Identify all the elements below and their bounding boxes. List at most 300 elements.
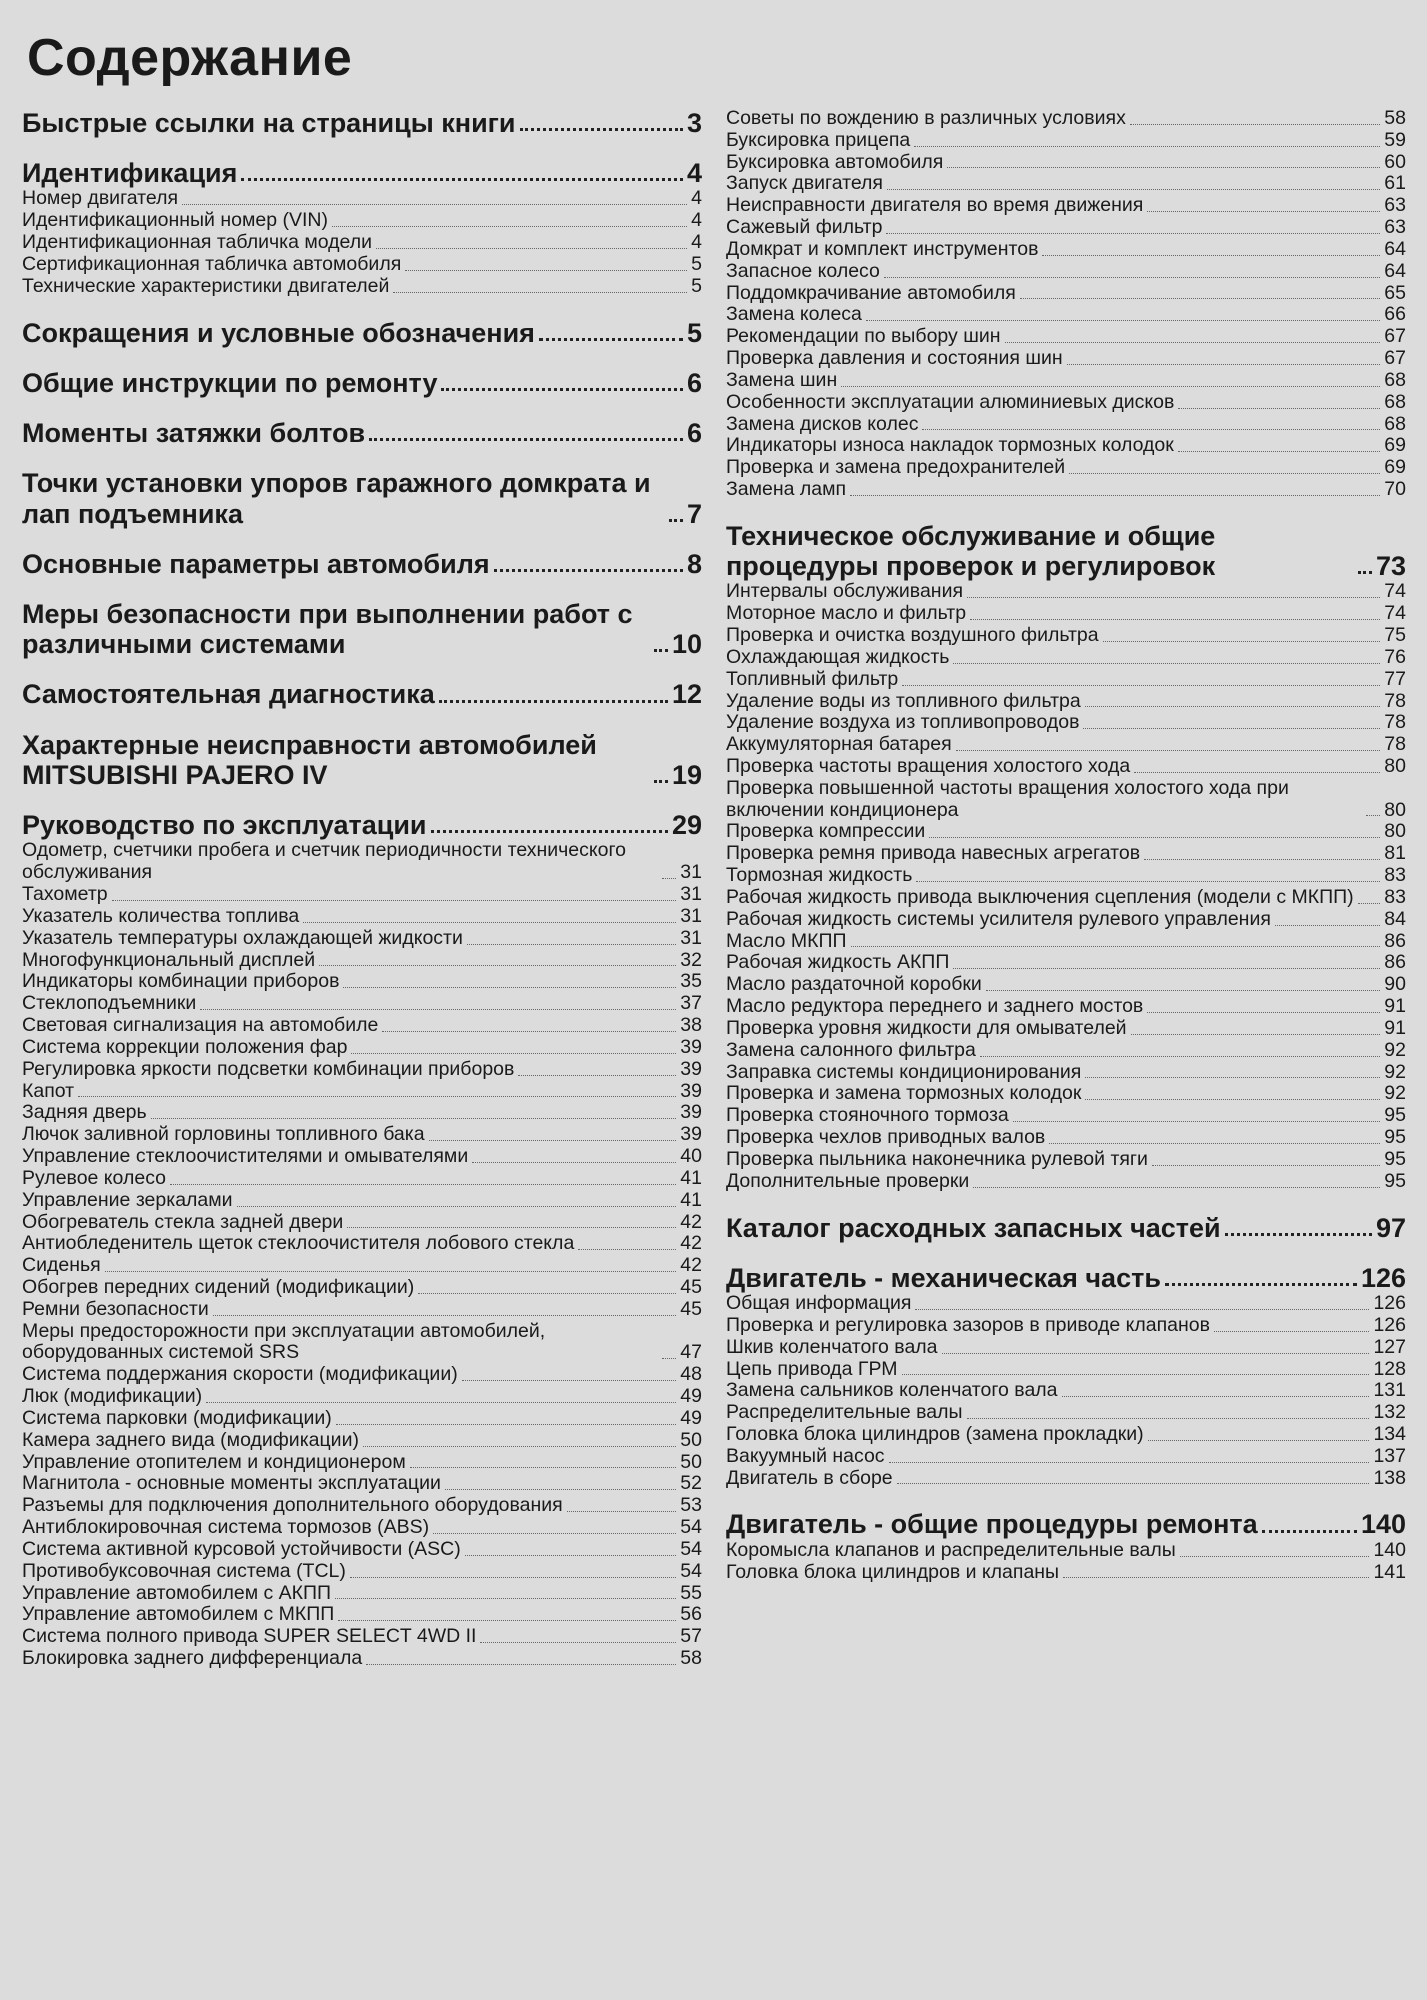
toc-entry-title: Двигатель - общие процедуры ремонта (726, 1509, 1258, 1540)
toc-item[interactable] (726, 1468, 1406, 1490)
dot-leader (1069, 473, 1380, 474)
toc-page-number: 95 (1384, 1126, 1406, 1149)
toc-page-number: 31 (680, 904, 702, 927)
dot-leader (973, 1187, 1380, 1188)
toc-entry-title: Замена дисков колес (726, 412, 919, 435)
toc-entry-title: Рабочая жидкость системы усилителя рулевого управления (726, 907, 1271, 930)
toc-item[interactable] (726, 1540, 1406, 1562)
toc-item[interactable] (726, 1380, 1406, 1402)
toc-page-number: 39 (680, 1035, 702, 1058)
toc-item[interactable] (22, 1299, 702, 1321)
toc-section[interactable] (22, 730, 702, 790)
toc-page-number: 48 (680, 1363, 702, 1386)
toc-item[interactable] (726, 952, 1406, 974)
toc-page-number: 126 (1360, 1262, 1406, 1293)
dot-leader (953, 968, 1380, 969)
toc-item[interactable] (726, 1315, 1406, 1337)
toc-item[interactable] (22, 993, 702, 1015)
dot-leader (897, 1483, 1370, 1484)
toc-page-number: 74 (1384, 580, 1406, 603)
toc-item[interactable] (726, 479, 1406, 501)
toc-entry-title: Лючок заливной горловины топливного бака (22, 1123, 425, 1146)
toc-entry-title: Моменты затяжки болтов (22, 418, 366, 449)
toc-page-number: 65 (1384, 281, 1406, 304)
dot-leader (1178, 451, 1381, 452)
toc-item[interactable] (726, 691, 1406, 713)
toc-entry-title: Запуск двигателя (726, 172, 883, 195)
toc-item[interactable] (22, 1473, 702, 1495)
toc-item[interactable] (22, 1212, 702, 1234)
toc-entry-title: Масло редуктора переднего и заднего мостов (726, 995, 1144, 1018)
dot-leader (1067, 364, 1381, 365)
toc-page-number: 64 (1384, 237, 1406, 260)
dot-leader (1358, 903, 1381, 904)
dot-leader (433, 1533, 676, 1534)
dot-leader (1148, 1440, 1370, 1441)
toc-entry-title: Точки установки упоров гаражного домкрата и лап подъемника (22, 468, 651, 529)
dot-leader (914, 146, 1380, 147)
toc-item[interactable] (22, 1277, 702, 1299)
toc-item[interactable] (22, 276, 702, 298)
toc-item[interactable] (22, 1386, 702, 1408)
toc-item[interactable] (726, 1105, 1406, 1127)
toc-item[interactable] (22, 928, 702, 950)
dot-leader (654, 649, 668, 652)
toc-entry-title: Система коррекции положения фар (22, 1035, 348, 1058)
toc-entry-title: Замена шин (726, 368, 838, 391)
dot-leader (338, 1620, 676, 1621)
toc-page-number: 53 (680, 1494, 702, 1517)
toc-item[interactable] (726, 348, 1406, 370)
toc-entry-title: Разъемы для подключения дополнительного оборудования (22, 1494, 563, 1517)
toc-item[interactable] (22, 1321, 702, 1365)
toc-entry-title: Одометр, счетчики пробега и счетчик периодичности технического обслуживания (22, 839, 627, 884)
toc-page-number: 90 (1384, 973, 1406, 996)
dot-leader (967, 1418, 1370, 1419)
toc-entry-title: Регулировка яркости подсветки комбинации приборов (22, 1057, 515, 1080)
dot-leader (1225, 1233, 1372, 1236)
dot-leader (1049, 1143, 1380, 1144)
toc-page-number: 140 (1373, 1538, 1406, 1561)
toc-entry-title: Противобуксовочная система (TCL) (22, 1559, 346, 1582)
toc-page-number: 60 (1384, 150, 1406, 173)
toc-item[interactable] (726, 1127, 1406, 1149)
toc-item[interactable] (726, 625, 1406, 647)
toc-item[interactable] (726, 1171, 1406, 1193)
dot-leader (1085, 1077, 1380, 1078)
dot-leader (200, 1009, 676, 1010)
dot-leader (841, 386, 1380, 387)
toc-item[interactable] (726, 734, 1406, 756)
dot-leader (1147, 211, 1380, 212)
toc-page-number: 138 (1373, 1466, 1406, 1489)
toc-item[interactable] (22, 1495, 702, 1517)
toc-page-number: 6 (686, 367, 702, 398)
dot-leader (441, 388, 683, 391)
toc-entry-title: Рулевое колесо (22, 1166, 167, 1189)
toc-page-number: 3 (686, 108, 702, 138)
dot-leader (916, 881, 1380, 882)
dot-leader (947, 167, 1380, 168)
dot-leader (480, 1642, 676, 1643)
dot-leader (866, 320, 1380, 321)
toc-item[interactable] (726, 1149, 1406, 1171)
toc-page-number: 49 (680, 1406, 702, 1429)
toc-page-number: 67 (1384, 347, 1406, 370)
toc-page-number: 31 (680, 861, 702, 884)
toc-section[interactable] (22, 549, 702, 579)
toc-section[interactable] (22, 679, 702, 709)
toc-item[interactable] (726, 457, 1406, 479)
toc-item[interactable] (726, 1359, 1406, 1381)
toc-entry-title: Двигатель в сборе (726, 1466, 893, 1489)
toc-page-number: 132 (1373, 1401, 1406, 1424)
toc-page-number: 83 (1384, 864, 1406, 887)
toc-entry-title: Основные параметры автомобиля (22, 548, 490, 579)
toc-section[interactable] (726, 1509, 1406, 1539)
toc-item[interactable] (22, 1190, 702, 1212)
dot-leader (942, 1353, 1370, 1354)
toc-item[interactable] (726, 581, 1406, 603)
toc-page-number: 95 (1384, 1104, 1406, 1127)
toc-item[interactable] (726, 1424, 1406, 1446)
toc-section[interactable] (726, 521, 1406, 581)
dot-leader (884, 277, 1380, 278)
toc-page-number: 92 (1384, 1038, 1406, 1061)
toc-entry-title: Многофункциональный дисплей (22, 948, 316, 971)
dot-leader (151, 1118, 677, 1119)
toc-item[interactable] (22, 1233, 702, 1255)
toc-page-number: 49 (680, 1385, 702, 1408)
toc-item[interactable] (726, 392, 1406, 414)
toc-entry-title: Самостоятельная диагностика (22, 679, 435, 710)
toc-page-number: 64 (1384, 259, 1406, 282)
toc-item[interactable] (22, 1059, 702, 1081)
toc-page-number: 42 (680, 1254, 702, 1277)
toc-page-number: 39 (680, 1123, 702, 1146)
toc-item[interactable] (22, 840, 702, 884)
dot-leader (851, 946, 1381, 947)
toc-page-number: 141 (1373, 1560, 1406, 1583)
toc-page-number: 50 (680, 1428, 702, 1451)
toc-item[interactable] (726, 1018, 1406, 1040)
dot-leader (662, 1358, 676, 1359)
dot-leader (902, 685, 1380, 686)
toc-entry-title: Управление автомобилем с АКПП (22, 1581, 332, 1604)
toc-entry-title: Вакуумный насос (726, 1444, 885, 1467)
toc-item[interactable] (22, 1408, 702, 1430)
toc-item[interactable] (22, 1015, 702, 1037)
toc-item[interactable] (726, 304, 1406, 326)
toc-page-number: 80 (1384, 820, 1406, 843)
toc-item[interactable] (726, 173, 1406, 195)
toc-entry-title: Система полного привода SUPER SELECT 4WD II (22, 1625, 477, 1648)
toc-section[interactable] (22, 318, 702, 348)
toc-page-number: 54 (680, 1537, 702, 1560)
dot-leader (956, 750, 1381, 751)
toc-page-number: 91 (1384, 1016, 1406, 1039)
toc-item[interactable] (726, 414, 1406, 436)
toc-section[interactable] (22, 368, 702, 398)
dot-leader (1103, 641, 1381, 642)
toc-entry-title: Шкив коленчатого вала (726, 1335, 938, 1358)
dot-leader (351, 1053, 676, 1054)
dot-leader (902, 1374, 1370, 1375)
toc-item[interactable] (726, 1040, 1406, 1062)
toc-page-number: 70 (1384, 478, 1406, 501)
toc-page-number: 134 (1373, 1423, 1406, 1445)
toc-entry-title: Распределительные валы (726, 1401, 963, 1424)
toc-page-number: 12 (671, 679, 702, 710)
toc-entry-title: Проверка уровня жидкости для омывателей (726, 1016, 1127, 1039)
toc-item[interactable] (726, 603, 1406, 625)
toc-page-number: 4 (691, 209, 702, 232)
toc-item[interactable] (22, 1364, 702, 1386)
dot-leader (1165, 1283, 1357, 1286)
toc-entry-title: Моторное масло и фильтр (726, 602, 967, 625)
dot-leader (953, 663, 1380, 664)
toc-item[interactable] (726, 1083, 1406, 1105)
toc-page-number: 127 (1373, 1335, 1406, 1358)
dot-leader (363, 1446, 676, 1447)
toc-item[interactable] (726, 669, 1406, 691)
toc-page-number: 80 (1384, 798, 1406, 821)
toc-entry-title: Тахометр (22, 883, 108, 906)
toc-item[interactable] (726, 909, 1406, 931)
dot-leader (335, 1598, 676, 1599)
dot-leader (445, 1489, 676, 1490)
toc-entry-title: Руководство по эксплуатации (22, 810, 427, 841)
toc-page-number: 55 (680, 1581, 702, 1604)
toc-entry-title: Общие инструкции по ремонту (22, 367, 438, 398)
toc-entry-title: Люк (модификации) (22, 1385, 203, 1408)
toc-entry-title: Магнитола - основные моменты эксплуатации (22, 1472, 441, 1495)
dot-leader (929, 837, 1380, 838)
toc-entry-title: Рабочая жидкость АКПП (726, 951, 950, 974)
toc-item[interactable] (726, 887, 1406, 909)
toc-item[interactable] (726, 1062, 1406, 1084)
toc-item[interactable] (22, 1146, 702, 1168)
toc-item[interactable] (726, 712, 1406, 734)
toc-item[interactable] (22, 1037, 702, 1059)
dot-leader (1042, 255, 1380, 256)
toc-section[interactable] (726, 1213, 1406, 1243)
toc-right-column (726, 108, 1406, 1583)
toc-item[interactable] (726, 931, 1406, 953)
toc-item[interactable] (22, 1648, 702, 1670)
toc-page-number: 58 (680, 1647, 702, 1670)
toc-page-number: 39 (680, 1101, 702, 1124)
toc-item[interactable] (22, 254, 702, 276)
toc-page-number: 86 (1384, 929, 1406, 952)
toc-item[interactable] (726, 217, 1406, 239)
toc-page-number: 5 (691, 274, 702, 297)
dot-leader (336, 1424, 677, 1425)
dot-leader (472, 1162, 676, 1163)
toc-left-column (22, 108, 702, 1670)
dot-leader (241, 178, 683, 181)
toc-entry-title: Аккумуляторная батарея (726, 733, 952, 756)
dot-leader (182, 204, 687, 205)
toc-entry-title: Запасное колесо (726, 259, 880, 282)
toc-section[interactable] (22, 810, 702, 840)
toc-entry-title: Удаление воды из топливного фильтра (726, 689, 1081, 712)
toc-page-number: 67 (1384, 325, 1406, 348)
toc-page-number: 50 (680, 1450, 702, 1473)
toc-entry-title: Указатель количества топлива (22, 904, 300, 927)
page-title: Содержание (27, 29, 353, 87)
toc-page-number: 131 (1373, 1379, 1406, 1402)
dot-leader (1275, 925, 1380, 926)
toc-page-number: 140 (1360, 1509, 1406, 1540)
toc-entry-title: Рекомендации по выбору шин (726, 325, 1001, 348)
toc-entry-title: Антиблокировочная система тормозов (ABS) (22, 1516, 430, 1539)
dot-leader (332, 226, 687, 227)
toc-item[interactable] (22, 188, 702, 210)
toc-item[interactable] (726, 778, 1406, 822)
toc-item[interactable] (22, 1604, 702, 1626)
dot-leader (418, 1293, 676, 1294)
toc-section[interactable] (22, 108, 702, 138)
dot-leader (462, 1380, 677, 1381)
toc-entry-title: Тормозная жидкость (726, 864, 913, 887)
toc-item[interactable] (22, 1124, 702, 1146)
toc-item[interactable] (726, 1562, 1406, 1584)
toc-item[interactable] (726, 195, 1406, 217)
toc-page-number: 69 (1384, 434, 1406, 457)
toc-item[interactable] (726, 996, 1406, 1018)
toc-item[interactable] (22, 884, 702, 906)
toc-entry-title: Ремни безопасности (22, 1297, 209, 1320)
toc-entry-title: Быстрые ссылки на страницы книги (22, 108, 516, 138)
dot-leader (1062, 1396, 1370, 1397)
toc-section[interactable] (22, 468, 702, 528)
toc-section[interactable] (22, 418, 702, 448)
toc-entry-title: Рабочая жидкость привода выключения сцепления (модели с МКПП) (726, 885, 1354, 908)
toc-page-number: 84 (1384, 907, 1406, 930)
toc-item[interactable] (22, 906, 702, 928)
dot-leader (1083, 728, 1380, 729)
toc-item[interactable] (726, 1337, 1406, 1359)
toc-item[interactable] (726, 130, 1406, 152)
toc-page-number: 7 (686, 498, 702, 529)
toc-entry-title: Масло МКПП (726, 929, 847, 952)
toc-page-number: 76 (1384, 645, 1406, 668)
dot-leader (1013, 1121, 1381, 1122)
toc-entry-title: Антиобледенитель щеток стеклоочистителя лобового стекла (22, 1232, 575, 1255)
toc-item[interactable] (726, 1402, 1406, 1424)
toc-item[interactable] (726, 326, 1406, 348)
toc-page-number: 39 (680, 1079, 702, 1102)
toc-page-number: 68 (1384, 390, 1406, 413)
toc-item[interactable] (22, 971, 702, 993)
dot-leader (1131, 1034, 1381, 1035)
toc-item[interactable] (726, 152, 1406, 174)
dot-leader (539, 338, 683, 341)
toc-item[interactable] (726, 239, 1406, 261)
toc-entry-title: Проверка пыльника наконечника рулевой тяги (726, 1147, 1148, 1170)
toc-item[interactable] (726, 974, 1406, 996)
toc-entry-title: Проверка повышенной частоты вращения холостого хода при включении кондиционера (726, 776, 1289, 821)
dot-leader (1134, 772, 1380, 773)
dot-leader (343, 987, 676, 988)
toc-item[interactable] (22, 950, 702, 972)
toc-item[interactable] (22, 1081, 702, 1103)
toc-item[interactable] (726, 108, 1406, 130)
toc-entry-title: Общая информация (726, 1292, 912, 1315)
toc-entry-title: Система парковки (модификации) (22, 1406, 332, 1429)
toc-item[interactable] (22, 1583, 702, 1605)
toc-section[interactable] (22, 158, 702, 188)
toc-page-number: 58 (1384, 107, 1406, 129)
toc-entry-title: Буксировка прицепа (726, 128, 911, 151)
toc-item[interactable] (726, 865, 1406, 887)
dot-leader (915, 1309, 1369, 1310)
toc-item[interactable] (22, 1452, 702, 1474)
toc-item[interactable] (22, 1539, 702, 1561)
toc-item[interactable] (726, 261, 1406, 283)
dot-leader (213, 1315, 677, 1316)
toc-item[interactable] (22, 232, 702, 254)
dot-leader (518, 1075, 676, 1076)
toc-item[interactable] (726, 283, 1406, 305)
toc-item[interactable] (22, 1626, 702, 1648)
toc-entry-title: Головка блока цилиндров (замена прокладки) (726, 1423, 1144, 1445)
toc-page-number: 77 (1384, 667, 1406, 690)
toc-entry-title: Охлаждающая жидкость (726, 645, 950, 668)
toc-item[interactable] (22, 1168, 702, 1190)
toc-page-number: 63 (1384, 216, 1406, 239)
dot-leader (393, 292, 687, 293)
toc-page-number: 4 (691, 231, 702, 254)
toc-item[interactable] (726, 821, 1406, 843)
toc-page-number: 66 (1384, 303, 1406, 326)
toc-entry-title: Меры предосторожности при эксплуатации автомобилей, оборудованных системой SRS (22, 1319, 546, 1364)
dot-leader (1005, 342, 1381, 343)
toc-item[interactable] (22, 1517, 702, 1539)
dot-leader (922, 429, 1380, 430)
toc-item[interactable] (726, 1293, 1406, 1315)
toc-entry-title: Обогрев передних сидений (модификации) (22, 1275, 415, 1298)
toc-page-number: 83 (1384, 885, 1406, 908)
toc-page-number: 39 (680, 1057, 702, 1080)
toc-item[interactable] (726, 435, 1406, 457)
toc-page-number: 37 (680, 992, 702, 1015)
toc-section[interactable] (22, 599, 702, 659)
dot-leader (347, 1227, 676, 1228)
toc-item[interactable] (726, 370, 1406, 392)
toc-page-number: 35 (680, 970, 702, 993)
toc-page-number: 4 (691, 187, 702, 210)
toc-entry-title: Проверка и замена предохранителей (726, 456, 1066, 479)
toc-item[interactable] (22, 1561, 702, 1583)
toc-item[interactable] (22, 210, 702, 232)
toc-page-number: 78 (1384, 689, 1406, 712)
toc-item[interactable] (22, 1430, 702, 1452)
toc-item[interactable] (726, 843, 1406, 865)
toc-page-number: 59 (1384, 128, 1406, 151)
toc-item[interactable] (726, 647, 1406, 669)
toc-item[interactable] (22, 1255, 702, 1277)
toc-entry-title: Стеклоподъемники (22, 992, 197, 1015)
toc-section[interactable] (726, 1263, 1406, 1293)
toc-item[interactable] (726, 1446, 1406, 1468)
toc-entry-title: Характерные неисправности автомобилей MITSUBISHI PAJERO IV (22, 729, 597, 790)
toc-item[interactable] (726, 756, 1406, 778)
toc-entry-title: Обогреватель стекла задней двери (22, 1210, 344, 1233)
toc-item[interactable] (22, 1102, 702, 1124)
dot-leader (986, 990, 1381, 991)
